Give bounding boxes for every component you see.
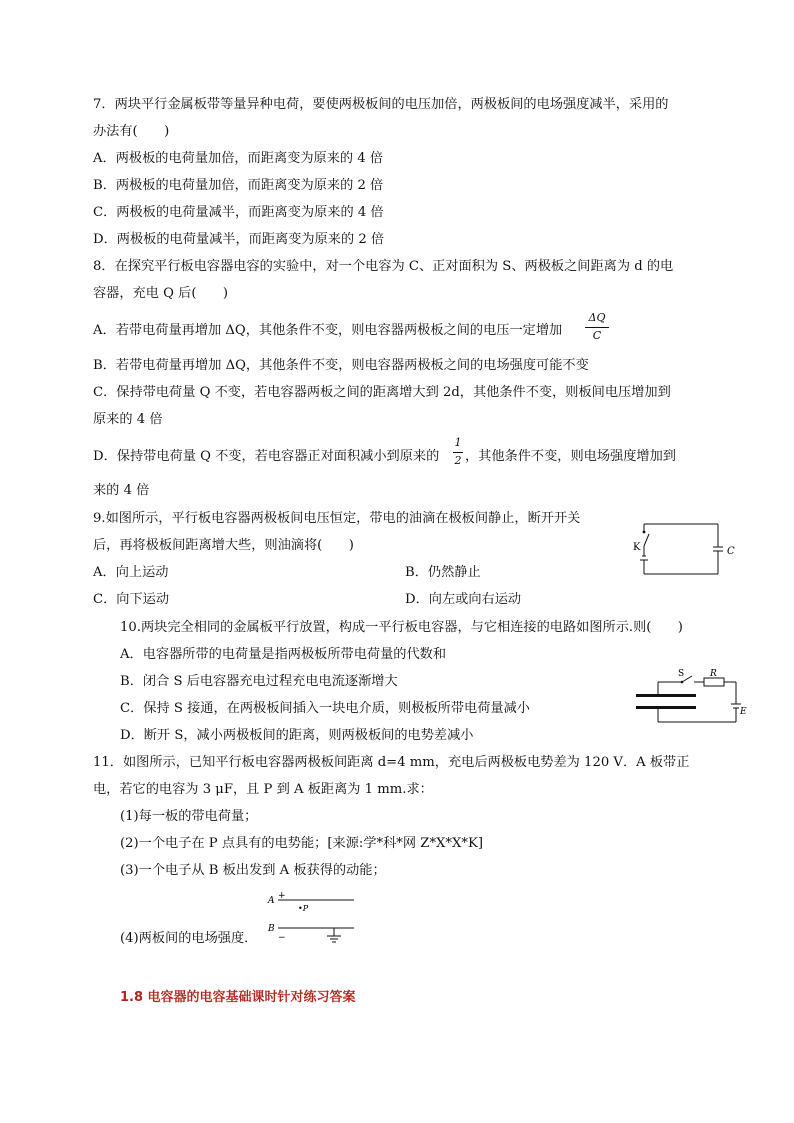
q10-switch-contact	[681, 681, 684, 684]
q10-option-a: A．电容器所带的电荷量是指两极板所带电荷量的代数和	[120, 647, 447, 662]
q10-capacitor-plate-top	[636, 694, 696, 697]
q11-label-minus: −	[278, 933, 286, 943]
q10-label-e: E	[740, 707, 747, 717]
q7-stem-line2: 办法有( )	[93, 124, 170, 139]
q9-switch-blade	[644, 534, 649, 546]
q8-option-c-line2: 原来的 4 倍	[93, 412, 163, 427]
q9-circuit-figure	[632, 520, 744, 580]
q11-label-b: B	[268, 924, 275, 934]
q8-stem-line1: 8．在探究平行板电容器电容的实验中，对一个电容为 C、正对面积为 S、两极板之间距离为 d 的电	[93, 259, 674, 274]
q10-stem: 10.两块完全相同的金属板平行放置，构成一平行板电容器，与它相连接的电路如图所示.则( )	[120, 620, 683, 635]
q9-switch-contact	[643, 531, 646, 534]
q7-option-d: D．两极板的电荷量减半，而距离变为原来的 2 倍	[93, 232, 385, 247]
q9-option-d: D．向左或向右运动	[405, 592, 522, 607]
q10-label-s: S	[678, 669, 685, 679]
q10-option-b: B．闭合 S 后电容器充电过程充电电流逐渐增大	[120, 674, 398, 689]
q11-part4: (4)两板间的电场强度．	[120, 931, 258, 946]
q9-label-k: K	[633, 542, 641, 553]
q8-option-d-line1b: ，其他条件不变，则电场强度增加到	[465, 449, 676, 464]
q11-label-a: A	[268, 896, 275, 906]
q11-part3: (3)一个电子从 B 板出发到 A 板获得的动能；	[120, 863, 386, 878]
q8-option-d-line1a: D．保持带电荷量 Q 不变，若电容器正对面积减小到原来的	[93, 449, 440, 464]
q9-stem-line1: 9.如图所示，平行板电容器两极板间电压恒定，带电的油滴在极板间静止，断开开关	[93, 511, 581, 526]
q10-resistor	[704, 678, 724, 686]
q9-option-a: A．向上运动	[93, 565, 169, 580]
q10-option-c: C．保持 S 接通，在两极板间插入一块电介质，则极板所带电荷量减小	[120, 701, 530, 716]
q9-stem-line2: 后，再将极板间距离增大些，则油滴将( )	[93, 538, 354, 553]
q8-option-c-line1: C．保持带电荷量 Q 不变，若电容器两板之间的距离增大到 2d，其他条件不变，则板间电压增加到	[93, 385, 671, 400]
q10-capacitor-plate-bottom	[636, 706, 696, 709]
q8-option-a-frac-num: ΔQ	[588, 311, 606, 324]
q7-option-a: A．两极板的电荷量加倍，而距离变为原来的 4 倍	[93, 151, 384, 166]
q9-option-c: C．向下运动	[93, 592, 170, 607]
q7-option-c: C．两极板的电荷量减半，而距离变为原来的 4 倍	[93, 205, 384, 220]
q11-label-plus: +	[278, 891, 286, 901]
q10-label-r: R	[710, 669, 717, 679]
q8-option-d-frac-num: 1	[454, 436, 462, 449]
q8-option-a: A．若带电荷量再增加 ΔQ，其他条件不变，则电容器两极板之间的电压一定增加	[93, 323, 563, 338]
q7-option-b: B．两极板的电荷量加倍，而距离变为原来的 2 倍	[93, 178, 384, 193]
q8-option-d-frac-bar	[453, 452, 463, 453]
q11-label-p: •P	[298, 904, 309, 913]
q11-stem-line1: 11．如图所示，已知平行板电容器两极板间距离 d=4 mm，充电后两极板电势差为 120 V．A 板带正	[93, 755, 690, 770]
q7-stem-line1: 7．两块平行金属板带等量异种电荷，要使两极板间的电压加倍，两极板间的电场强度减半，采用的	[93, 97, 669, 112]
q8-option-d-frac-den: 2	[454, 454, 462, 467]
q8-stem-line2: 容器，充电 Q 后( )	[93, 286, 228, 301]
q9-label-c: C	[727, 546, 735, 557]
q8-option-b: B．若带电荷量再增加 ΔQ，其他条件不变，则电容器两极板之间的电场强度可能不变	[93, 358, 589, 373]
q11-plates-figure	[264, 890, 364, 946]
q11-part1: (1)每一板的带电荷量；	[120, 809, 258, 824]
q8-option-d-line2: 来的 4 倍	[93, 483, 150, 498]
q11-stem-line2: 电，若它的电容为 3 μF，且 P 到 A 板距离为 1 mm.求：	[93, 782, 433, 797]
q10-circuit-figure	[632, 668, 752, 730]
q11-part2: (2)一个电子在 P 点具有的电势能；[来源:学*科*网 Z*X*X*K]	[120, 836, 483, 851]
q8-option-a-frac-den: C	[592, 329, 602, 342]
q8-option-a-frac-bar	[585, 327, 609, 328]
q9-option-b: B．仍然静止	[405, 565, 481, 580]
q10-option-d: D．断开 S，减小两极板间的距离，则两极板间的电势差减小	[120, 728, 474, 743]
answer-section-title: 1.8 电容器的电容基础课时针对练习答案	[120, 990, 356, 1005]
